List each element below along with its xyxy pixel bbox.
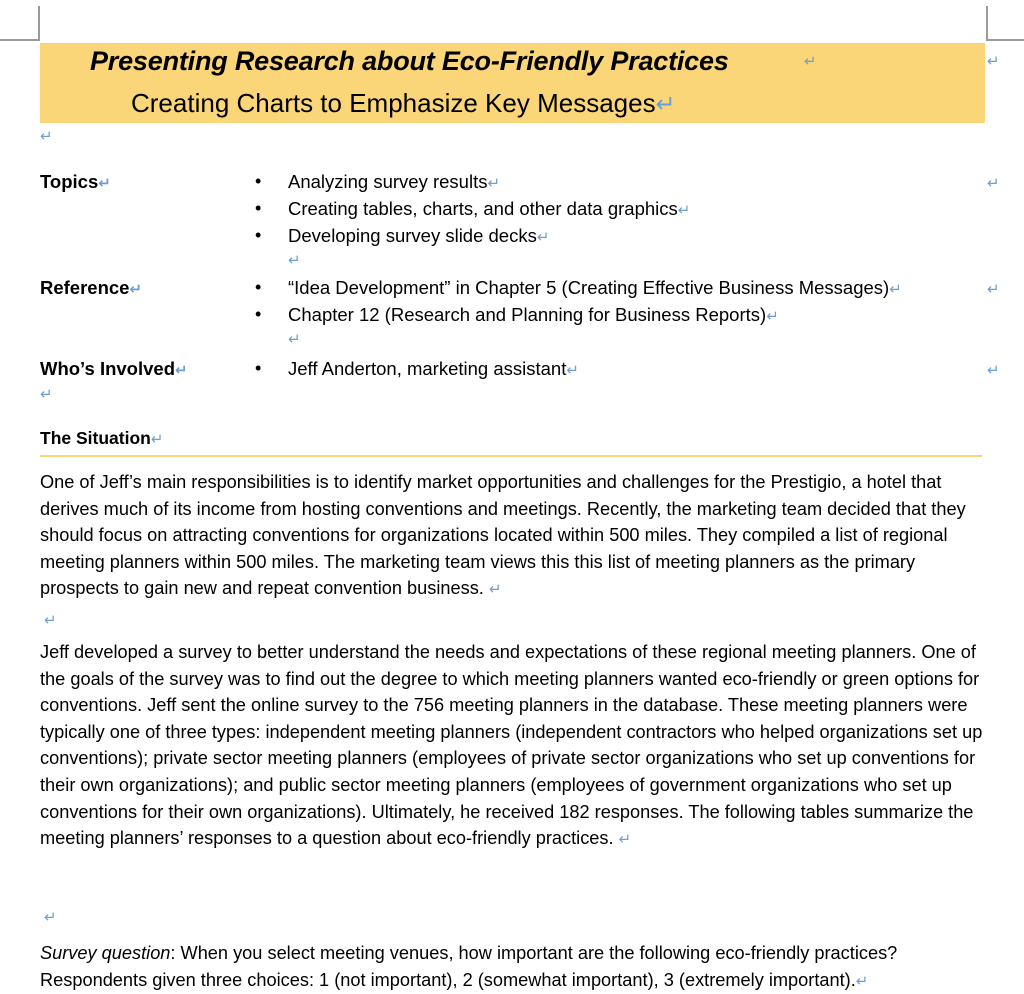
paragraph-mark-icon: ↵: [288, 330, 301, 348]
list-item: • Analyzing survey results↵: [248, 168, 690, 195]
list-item: • “Idea Development” in Chapter 5 (Creating Effective Business Messages)↵: [248, 274, 902, 301]
cell-end-mark-icon: ↵: [987, 52, 1000, 70]
paragraph-mark-icon: ↵: [288, 251, 301, 269]
paragraph-mark-icon: ↵: [536, 228, 550, 246]
cell-mark-icon: ↵: [175, 361, 188, 379]
paragraph-mark-icon: ↵: [804, 52, 817, 70]
paragraph-mark-icon: ↵: [40, 385, 53, 403]
crop-mark-top-right-horizontal: [986, 39, 1024, 41]
crop-mark-top-left-vertical: [38, 6, 40, 41]
situation-paragraph-2: Jeff developed a survey to better understand the needs and expectations of these regional meeting planners. One of the goals of the survey was to find out the degree to which meeting planners wanted eco-friendly or green options for conventions. Jeff sent the online survey to the 756 meeting planners in the database. These meeting planners were typically one of three types: independent meeting planners (independent contractors who helped organizations set up conventions); private sector meeting planners (employees of private sector organizations who set up conventions for their own organizations); and public sector meeting planners (employees of government organizations who set up conventions for their own organizations). Ultimately, he received 182 responses. The following tables summarize the meeting planners’ responses to a question about eco-friendly practices. ↵: [40, 642, 983, 849]
reference-label: Reference↵: [40, 277, 143, 298]
list-item: • Jeff Anderton, marketing assistant↵: [248, 355, 579, 382]
paragraph-mark-icon: ↵: [44, 908, 57, 926]
paragraph-mark-icon: ↵: [855, 971, 869, 990]
heading-rule: [40, 455, 982, 457]
paragraph-mark-icon: ↵: [766, 307, 779, 325]
paragraph-mark-icon: ↵: [655, 90, 676, 118]
topics-list: [248, 168, 690, 249]
section-heading: The Situation↵: [40, 428, 164, 448]
cell-end-mark-icon: ↵: [987, 361, 1000, 379]
cell-end-mark-icon: ↵: [987, 174, 1000, 192]
list-item: • Developing survey slide decks↵: [248, 222, 690, 249]
whos-involved-list: [248, 355, 579, 382]
paragraph-mark-icon: ↵: [889, 280, 902, 298]
paragraph-mark-icon: ↵: [618, 830, 632, 849]
reference-list: [248, 274, 902, 328]
paragraph-mark-icon: ↵: [488, 580, 502, 599]
paragraph-mark-icon: ↵: [566, 361, 579, 379]
paragraph-mark-icon: ↵: [150, 430, 164, 448]
topics-label: Topics↵: [40, 171, 111, 192]
document-title: Presenting Research about Eco-Friendly Practices: [90, 46, 729, 76]
paragraph-mark-icon: ↵: [40, 127, 53, 145]
situation-paragraph-1: One of Jeff’s main responsibilities is to identify market opportunities and challenges for the Prestigio, a hotel that derives much of its income from hosting conventions and meetings. Recently, the marketing team decided that they should focus on attracting conventions for organizations located within 500 miles. They compiled a list of regional meeting planners within 500 miles. The marketing team views this this list of meeting planners as the primary prospects to gain new and repeat convention business. ↵: [40, 472, 966, 599]
cell-mark-icon: ↵: [129, 280, 143, 298]
cell-mark-icon: ↵: [98, 174, 111, 192]
paragraph-mark-icon: ↵: [487, 174, 501, 192]
paragraph-mark-icon: ↵: [677, 201, 691, 219]
survey-question-paragraph: Survey question: When you select meeting venues, how important are the following eco-friendly practices? Respondents given three choices: 1 (not important), 2 (somewhat important), 3 (extremely important).↵: [40, 943, 898, 990]
survey-question-label: Survey question: [40, 943, 171, 963]
list-item: • Creating tables, charts, and other data graphics↵: [248, 195, 690, 222]
paragraph-mark-icon: ↵: [44, 611, 57, 629]
document-subtitle: Creating Charts to Emphasize Key Messages↵: [131, 88, 676, 118]
crop-mark-top-right-vertical: [986, 6, 988, 41]
cell-end-mark-icon: ↵: [987, 280, 1000, 298]
whos-involved-label: Who’s Involved↵: [40, 358, 188, 379]
crop-mark-top-left-horizontal: [0, 39, 40, 41]
list-item: • Chapter 12 (Research and Planning for Business Reports)↵: [248, 301, 902, 328]
